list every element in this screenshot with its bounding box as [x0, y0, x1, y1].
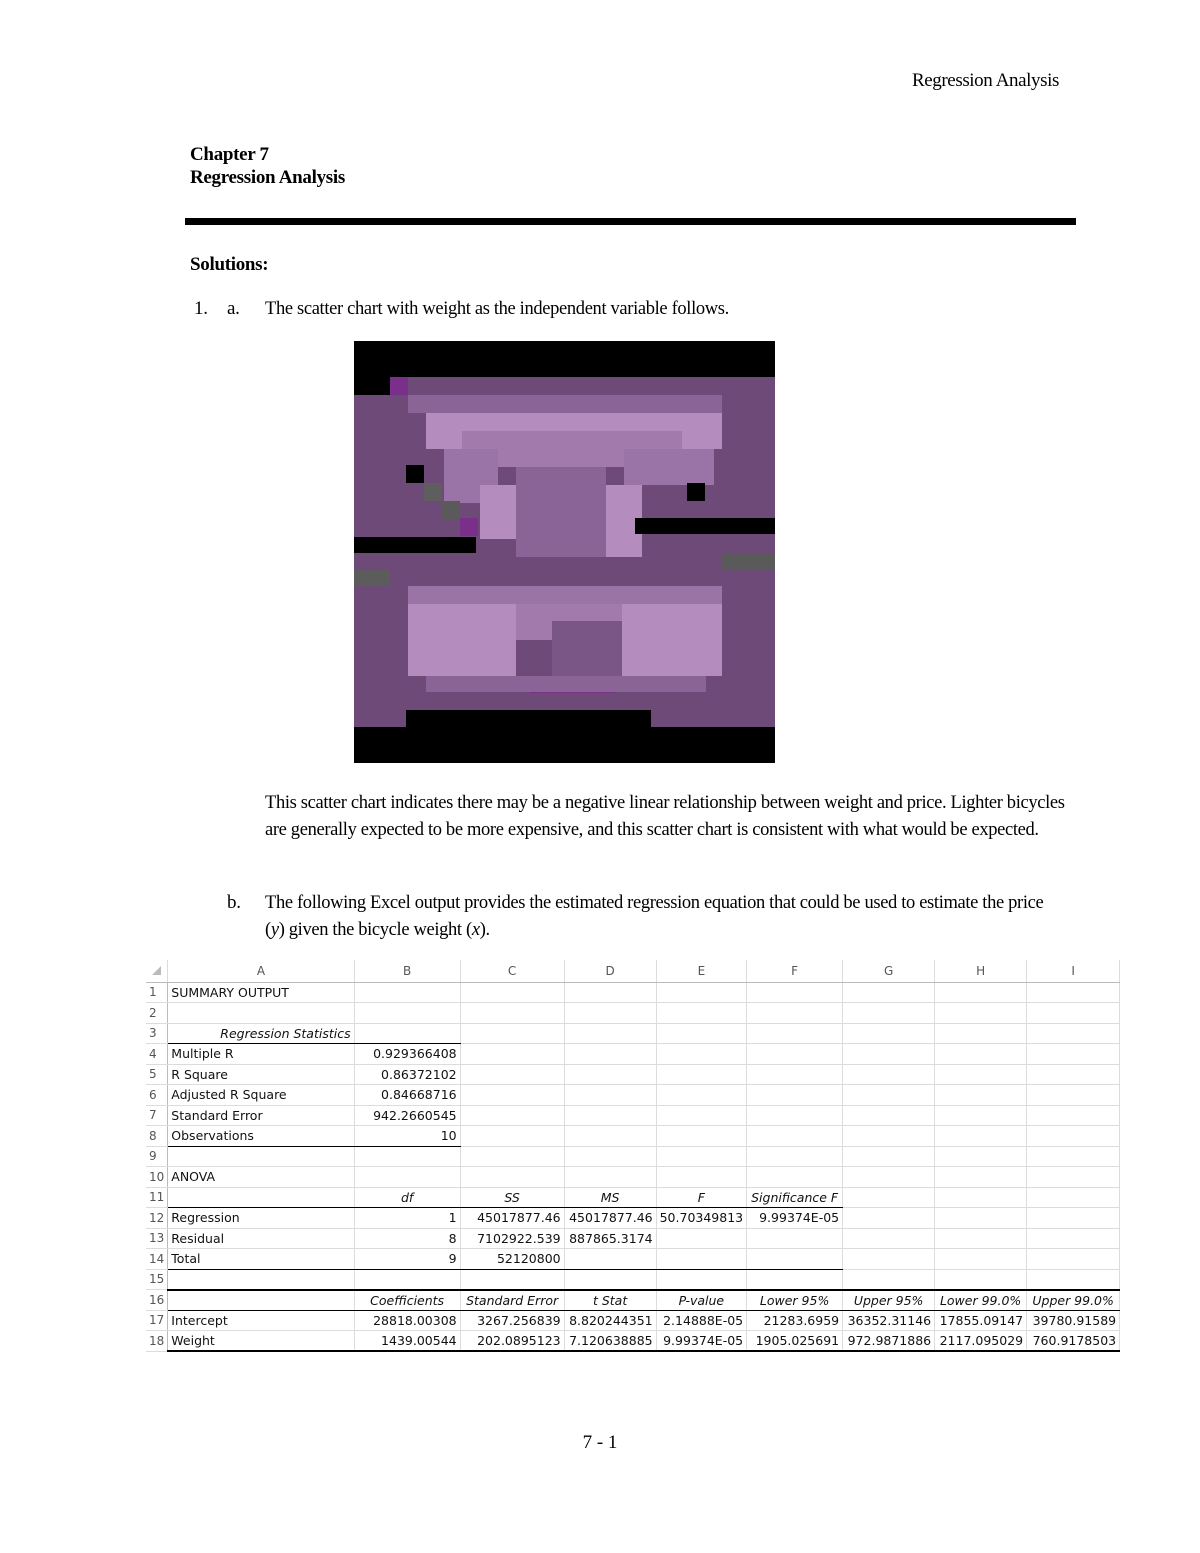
- cell[interactable]: [843, 982, 935, 1003]
- cell[interactable]: [564, 1085, 656, 1106]
- item-number: 1.: [194, 298, 208, 319]
- cell[interactable]: [1027, 982, 1120, 1003]
- cell[interactable]: Total: [168, 1249, 354, 1270]
- cell[interactable]: 9.99374E-05: [747, 1208, 843, 1229]
- cell[interactable]: [1027, 1023, 1120, 1044]
- cell[interactable]: [460, 1003, 564, 1024]
- cell[interactable]: [354, 1003, 460, 1024]
- row-header[interactable]: 3: [146, 1023, 168, 1044]
- cell[interactable]: [564, 1003, 656, 1024]
- cell[interactable]: [656, 982, 747, 1003]
- sheet-row: [146, 1044, 1120, 1065]
- sheet-row: [146, 1105, 1120, 1126]
- cell[interactable]: 9.99374E-05: [656, 1331, 747, 1352]
- row-header[interactable]: 15: [146, 1269, 168, 1290]
- row-header[interactable]: 12: [146, 1208, 168, 1229]
- column-header-e[interactable]: E: [656, 960, 747, 982]
- cell[interactable]: 0.84668716: [354, 1085, 460, 1106]
- sheet-row: [146, 1064, 1120, 1085]
- cell[interactable]: [460, 1023, 564, 1044]
- cell[interactable]: [564, 1023, 656, 1044]
- row-header[interactable]: 9: [146, 1146, 168, 1167]
- cell[interactable]: [168, 1290, 354, 1311]
- cell[interactable]: [747, 1269, 843, 1290]
- part-a-followup-text: This scatter chart indicates there may be a negative linear relationship between weight and price. Lighter bicycles are generally expected to be more expensive, and this scatter chart is consistent with what would be expected.: [265, 793, 1065, 840]
- chapter-number: Chapter 7: [190, 144, 269, 165]
- sheet-row: [146, 1126, 1120, 1147]
- cell[interactable]: [1027, 1064, 1120, 1085]
- sheet-row: [146, 1269, 1120, 1290]
- cell[interactable]: 17855.09147: [935, 1310, 1027, 1331]
- column-header-i[interactable]: I: [1027, 960, 1120, 982]
- cell[interactable]: 1439.00544: [354, 1331, 460, 1352]
- cell[interactable]: [1027, 1167, 1120, 1188]
- cell[interactable]: F: [656, 1187, 747, 1208]
- excel-table: [146, 960, 1120, 1352]
- cell[interactable]: 1: [354, 1208, 460, 1229]
- part-a-text: The scatter chart with weight as the independent variable follows.: [265, 299, 729, 319]
- cell[interactable]: Multiple R: [168, 1044, 354, 1065]
- cell[interactable]: [460, 982, 564, 1003]
- cell[interactable]: [564, 982, 656, 1003]
- cell[interactable]: [1027, 1249, 1120, 1270]
- part-b-text-1: The following Excel output provides the estimated regression equation that could be used to estimate the price (: [265, 893, 1044, 940]
- sheet-corner[interactable]: [146, 960, 168, 982]
- cell[interactable]: SS: [460, 1187, 564, 1208]
- row-header[interactable]: 10: [146, 1167, 168, 1188]
- cell[interactable]: [354, 1167, 460, 1188]
- scatter-chart-image: [354, 341, 775, 763]
- row-header[interactable]: 5: [146, 1064, 168, 1085]
- row-header[interactable]: 7: [146, 1105, 168, 1126]
- cell[interactable]: [747, 1126, 843, 1147]
- cell[interactable]: Standard Error: [460, 1290, 564, 1311]
- cell[interactable]: [354, 1023, 460, 1044]
- column-header-g[interactable]: G: [843, 960, 935, 982]
- cell[interactable]: Regression Statistics: [168, 1023, 354, 1044]
- row-header[interactable]: 8: [146, 1126, 168, 1147]
- cell[interactable]: [843, 1249, 935, 1270]
- cell[interactable]: [168, 1269, 354, 1290]
- excel-regression-output: [146, 960, 1120, 1352]
- cell[interactable]: 2117.095029: [935, 1331, 1027, 1352]
- cell[interactable]: [168, 1146, 354, 1167]
- cell[interactable]: [843, 1023, 935, 1044]
- cell[interactable]: [1027, 1085, 1120, 1106]
- cell[interactable]: [935, 982, 1027, 1003]
- solutions-label: Solutions:: [190, 254, 269, 275]
- sheet-row: [146, 1146, 1120, 1167]
- cell[interactable]: [843, 1269, 935, 1290]
- cell[interactable]: Coefficients: [354, 1290, 460, 1311]
- cell[interactable]: [1027, 1269, 1120, 1290]
- cell[interactable]: [843, 1064, 935, 1085]
- cell[interactable]: [843, 1228, 935, 1249]
- cell[interactable]: [656, 1269, 747, 1290]
- cell[interactable]: 0.929366408: [354, 1044, 460, 1065]
- cell[interactable]: Adjusted R Square: [168, 1085, 354, 1106]
- cell[interactable]: [935, 1249, 1027, 1270]
- sheet-row: [146, 1249, 1120, 1270]
- cell[interactable]: [1027, 1105, 1120, 1126]
- cell[interactable]: [564, 1064, 656, 1085]
- cell[interactable]: [843, 1146, 935, 1167]
- chapter-heading: [190, 143, 345, 189]
- cell[interactable]: [1027, 1228, 1120, 1249]
- cell[interactable]: [843, 1003, 935, 1024]
- cell[interactable]: [747, 1167, 843, 1188]
- cell[interactable]: [747, 982, 843, 1003]
- cell[interactable]: Lower 99.0%: [935, 1290, 1027, 1311]
- cell[interactable]: ANOVA: [168, 1167, 354, 1188]
- cell[interactable]: [564, 1146, 656, 1167]
- cell[interactable]: 36352.31146: [843, 1310, 935, 1331]
- cell[interactable]: [747, 1146, 843, 1167]
- cell[interactable]: [935, 1003, 1027, 1024]
- row-header[interactable]: 2: [146, 1003, 168, 1024]
- cell[interactable]: [843, 1105, 935, 1126]
- cell[interactable]: Lower 95%: [747, 1290, 843, 1311]
- part-b-text-3: ).: [479, 920, 490, 940]
- cell[interactable]: Observations: [168, 1126, 354, 1147]
- cell[interactable]: [747, 1228, 843, 1249]
- cell[interactable]: [656, 1249, 747, 1270]
- row-header[interactable]: 6: [146, 1085, 168, 1106]
- sheet-row: [146, 1228, 1120, 1249]
- cell[interactable]: [564, 1044, 656, 1065]
- cell[interactable]: 45017877.46: [564, 1208, 656, 1229]
- cell[interactable]: [747, 1003, 843, 1024]
- cell[interactable]: MS: [564, 1187, 656, 1208]
- cell[interactable]: [747, 1023, 843, 1044]
- cell[interactable]: t Stat: [564, 1290, 656, 1311]
- cell[interactable]: [843, 1085, 935, 1106]
- cell[interactable]: [843, 1044, 935, 1065]
- var-y: y: [270, 920, 279, 940]
- cell[interactable]: [935, 1146, 1027, 1167]
- cell[interactable]: [747, 1249, 843, 1270]
- cell[interactable]: [843, 1208, 935, 1229]
- cell[interactable]: Regression: [168, 1208, 354, 1229]
- cell[interactable]: [935, 1167, 1027, 1188]
- cell[interactable]: [460, 1044, 564, 1065]
- cell[interactable]: [656, 1064, 747, 1085]
- cell[interactable]: 8.820244351: [564, 1310, 656, 1331]
- chapter-title: Regression Analysis: [190, 167, 345, 188]
- row-header[interactable]: 14: [146, 1249, 168, 1270]
- cell[interactable]: Residual: [168, 1228, 354, 1249]
- cell[interactable]: [747, 1105, 843, 1126]
- sheet-row: [146, 1290, 1120, 1311]
- cell[interactable]: [1027, 1003, 1120, 1024]
- cell[interactable]: [1027, 1208, 1120, 1229]
- cell[interactable]: 942.2660545: [354, 1105, 460, 1126]
- cell[interactable]: [460, 1105, 564, 1126]
- sheet-row: [146, 1023, 1120, 1044]
- cell[interactable]: 0.86372102: [354, 1064, 460, 1085]
- cell[interactable]: [935, 1269, 1027, 1290]
- cell[interactable]: 1905.025691: [747, 1331, 843, 1352]
- column-header-h[interactable]: H: [935, 960, 1027, 982]
- column-header-c[interactable]: C: [460, 960, 564, 982]
- sheet-row: [146, 1331, 1120, 1352]
- cell[interactable]: 21283.6959: [747, 1310, 843, 1331]
- cell[interactable]: [843, 1167, 935, 1188]
- row-header[interactable]: 13: [146, 1228, 168, 1249]
- cell[interactable]: [1027, 1146, 1120, 1167]
- cell[interactable]: Weight: [168, 1331, 354, 1352]
- cell[interactable]: [935, 1105, 1027, 1126]
- sheet-row: [146, 982, 1120, 1003]
- cell[interactable]: 7.120638885: [564, 1331, 656, 1352]
- column-header-b[interactable]: B: [354, 960, 460, 982]
- cell[interactable]: 2.14888E-05: [656, 1310, 747, 1331]
- cell[interactable]: [843, 1187, 935, 1208]
- cell[interactable]: 45017877.46: [460, 1208, 564, 1229]
- cell[interactable]: [564, 1105, 656, 1126]
- cell[interactable]: Upper 99.0%: [1027, 1290, 1120, 1311]
- cell[interactable]: [564, 1126, 656, 1147]
- running-header: Regression Analysis: [911, 70, 1059, 91]
- row-header[interactable]: 4: [146, 1044, 168, 1065]
- cell[interactable]: [564, 1167, 656, 1188]
- cell[interactable]: 972.9871886: [843, 1331, 935, 1352]
- cell[interactable]: [656, 1023, 747, 1044]
- cell[interactable]: [460, 1085, 564, 1106]
- cell[interactable]: [656, 1167, 747, 1188]
- cell[interactable]: [1027, 1044, 1120, 1065]
- cell[interactable]: [460, 1167, 564, 1188]
- cell[interactable]: [935, 1228, 1027, 1249]
- cell[interactable]: 10: [354, 1126, 460, 1147]
- sheet-row: [146, 1003, 1120, 1024]
- cell[interactable]: [935, 1044, 1027, 1065]
- cell[interactable]: 202.0895123: [460, 1331, 564, 1352]
- cell[interactable]: [564, 1249, 656, 1270]
- cell[interactable]: [168, 1003, 354, 1024]
- row-header[interactable]: 17: [146, 1310, 168, 1331]
- cell[interactable]: [747, 1064, 843, 1085]
- cell[interactable]: 50.70349813: [656, 1208, 747, 1229]
- column-header-row: [146, 960, 1120, 982]
- cell[interactable]: 39780.91589: [1027, 1310, 1120, 1331]
- sheet-row: [146, 1208, 1120, 1229]
- cell[interactable]: [935, 1208, 1027, 1229]
- cell[interactable]: [1027, 1126, 1120, 1147]
- cell[interactable]: 28818.00308: [354, 1310, 460, 1331]
- cell[interactable]: [460, 1146, 564, 1167]
- column-header-f[interactable]: F: [747, 960, 843, 982]
- sheet-row: [146, 1187, 1120, 1208]
- cell[interactable]: [656, 1105, 747, 1126]
- cell[interactable]: 8: [354, 1228, 460, 1249]
- part-a-letter: a.: [227, 298, 240, 319]
- cell[interactable]: Intercept: [168, 1310, 354, 1331]
- cell[interactable]: [935, 1085, 1027, 1106]
- part-b-letter: b.: [227, 892, 241, 913]
- cell[interactable]: P-value: [656, 1290, 747, 1311]
- cell[interactable]: [564, 1269, 656, 1290]
- cell[interactable]: [843, 1126, 935, 1147]
- row-header[interactable]: 16: [146, 1290, 168, 1311]
- cell[interactable]: 887865.3174: [564, 1228, 656, 1249]
- row-header[interactable]: 1: [146, 982, 168, 1003]
- heading-rule: [185, 218, 1076, 225]
- cell[interactable]: [656, 1126, 747, 1147]
- cell[interactable]: R Square: [168, 1064, 354, 1085]
- cell[interactable]: [935, 1023, 1027, 1044]
- cell[interactable]: df: [354, 1187, 460, 1208]
- cell[interactable]: 9: [354, 1249, 460, 1270]
- part-b-text: [265, 890, 1065, 944]
- row-header[interactable]: 18: [146, 1331, 168, 1352]
- cell[interactable]: [747, 1044, 843, 1065]
- cell[interactable]: [460, 1269, 564, 1290]
- cell[interactable]: [460, 1064, 564, 1085]
- cell[interactable]: [935, 1064, 1027, 1085]
- cell[interactable]: [354, 1269, 460, 1290]
- cell[interactable]: [460, 1126, 564, 1147]
- column-header-d[interactable]: D: [564, 960, 656, 982]
- cell[interactable]: Upper 95%: [843, 1290, 935, 1311]
- sheet-row: [146, 1167, 1120, 1188]
- var-x: x: [471, 920, 480, 940]
- cell[interactable]: [656, 1085, 747, 1106]
- cell[interactable]: 760.9178503: [1027, 1331, 1120, 1352]
- cell[interactable]: [1027, 1187, 1120, 1208]
- cell[interactable]: [656, 1003, 747, 1024]
- cell[interactable]: Significance F: [747, 1187, 843, 1208]
- cell[interactable]: [935, 1126, 1027, 1147]
- part-b-text-2: ) given the bicycle weight (: [278, 920, 472, 940]
- row-header[interactable]: 11: [146, 1187, 168, 1208]
- cell[interactable]: [354, 982, 460, 1003]
- cell[interactable]: [656, 1228, 747, 1249]
- cell[interactable]: [935, 1187, 1027, 1208]
- cell[interactable]: 7102922.539: [460, 1228, 564, 1249]
- cell[interactable]: [656, 1044, 747, 1065]
- cell[interactable]: [168, 1187, 354, 1208]
- cell[interactable]: [747, 1085, 843, 1106]
- cell[interactable]: [656, 1146, 747, 1167]
- cell[interactable]: 3267.256839: [460, 1310, 564, 1331]
- sheet-row: [146, 1310, 1120, 1331]
- sheet-row: [146, 1085, 1120, 1106]
- cell[interactable]: SUMMARY OUTPUT: [168, 982, 354, 1003]
- column-header-a[interactable]: A: [168, 960, 354, 982]
- cell[interactable]: Standard Error: [168, 1105, 354, 1126]
- cell[interactable]: 52120800: [460, 1249, 564, 1270]
- page-number: 7 - 1: [582, 1432, 618, 1453]
- cell[interactable]: [354, 1146, 460, 1167]
